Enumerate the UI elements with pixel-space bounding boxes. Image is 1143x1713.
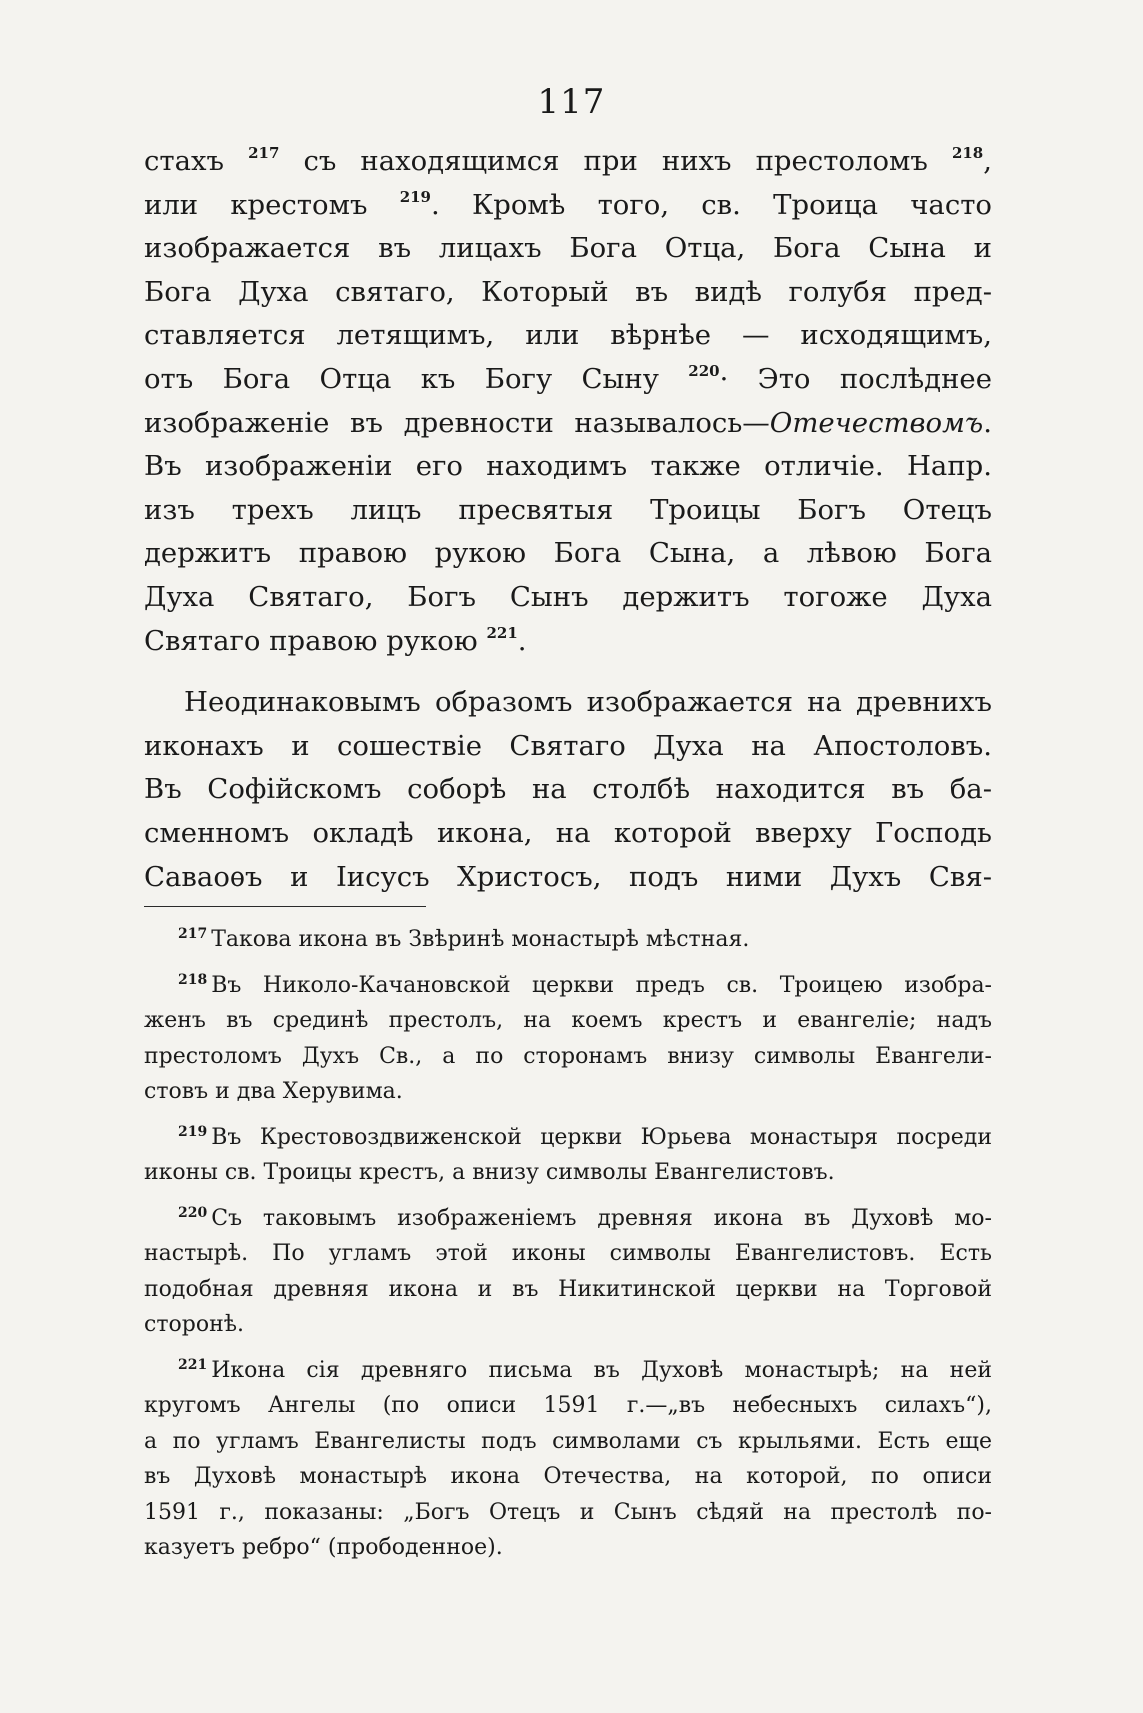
footnote-line: $^{221}$ Икона сія древняго письма въ Духовѣ монастырѣ; на ней [178,1356,992,1383]
text-line: иконахъ и сошествіе Святаго Духа на Апостоловъ. [144,729,992,762]
footnote-line: кругомъ Ангелы (по описи 1591 г.—„въ небесныхъ силахъ“), [144,1393,992,1418]
text-line: отъ Бога Отца къ Богу Сыну $^{220}$· Это послѣднее [144,361,992,395]
footnote-line: стовъ и два Херувима. [144,1079,403,1104]
footnote-line: казуетъ ребро“ (прободенное). [144,1535,503,1560]
footnote-number: 218 [178,971,208,988]
text-line: стахъ $^{217}$ съ находящимся при нихъ престоломъ $^{218}$, [144,144,992,177]
text-line: Въ изображеніи его находимъ также отличіе. Напр. [144,450,992,483]
text-line: или крестомъ $^{219}$. Кромѣ того, св. Троица часто [144,187,992,221]
footnote-line: сторонѣ. [144,1312,244,1337]
footnote-ref[interactable]: 218 [951,144,984,162]
text-line: держитъ правою рукою Бога Сына, а лѣвою Бога [144,537,992,570]
footnote-number: 221 [178,1356,208,1373]
text-line: сменномъ окладѣ икона, на которой вверху Господь [144,816,992,849]
text-line: Неодинаковымъ образомъ изображается на древнихъ [184,686,992,719]
text-line: Бога Духа святаго, Который въ видѣ голубя пред- [144,275,992,308]
footnote-number: 220 [178,1204,208,1221]
footnote-line: въ Духовѣ монастырѣ икона Отечества, на которой, по описи [144,1464,992,1489]
text-line: ставляется летящимъ, или вѣрнѣе — исходящимъ, [144,319,992,352]
text-line: Въ Софійскомъ соборѣ на столбѣ находится въ ба- [144,773,992,806]
text-line: Духа Святаго, Богъ Сынъ держитъ тогоже Духа [144,580,992,613]
footnote-ref[interactable]: 219 [399,187,431,206]
footnote-ref[interactable]: 220 [688,361,720,380]
footnote-line: престоломъ Духъ Св., а по сторонамъ внизу символы Евангели- [144,1043,992,1069]
main-text [144,140,992,899]
footnote-line: а по угламъ Евангелисты подъ символами съ крыльями. Есть еще [144,1428,992,1454]
text-line: Святаго правою рукою $^{221}$. [144,623,527,657]
footnotes [144,922,992,1566]
text-line: Саваоѳъ и Іисусъ Христосъ, подъ ними Духъ Свя- [144,860,992,893]
footnote-ref[interactable]: 221 [486,623,518,642]
footnote-line: женъ въ срединѣ престолъ, на коемъ крестъ и евангеліе; надъ [144,1008,992,1033]
footnote-line: иконы св. Троицы крестъ, а внизу символы Евангелистовъ. [144,1160,835,1185]
footnote-line: $^{219}$ Въ Крестовоздвиженской церкви Юрьева монастыря посреди [178,1123,992,1150]
footnote-ref[interactable]: 217 [248,144,280,162]
page-number: 117 [537,82,606,122]
text-line: изъ трехъ лицъ пресвятыя Троицы Богъ Отецъ [144,493,992,526]
footnote-line: $^{217}$ Такова икона въ Звѣринѣ монастырѣ мѣстная. [178,926,750,952]
footnote-line: $^{220}$ Съ таковымъ изображеніемъ древняя икона въ Духовѣ мо- [178,1204,992,1231]
footnote-number: 219 [178,1123,208,1140]
text-line: изображается въ лицахъ Бога Отца, Бога Сына и [144,232,992,265]
footnote-divider [144,906,426,907]
footnote-line: настырѣ. По угламъ этой иконы символы Евангелистовъ. Есть [144,1241,992,1266]
footnote-line: подобная древняя икона и въ Никитинской церкви на Торговой [144,1276,992,1302]
footnote-line: $^{218}$ Въ Николо-Качановской церкви предъ св. Троицею изобра- [178,971,992,998]
footnote-line: 1591 г., показаны: „Богъ Отецъ и Сынъ сѣдяй на престолѣ по- [144,1499,992,1525]
footnote-number: 217 [178,926,208,942]
text-line: изображеніе въ древности называлось—Отечествомъ. [144,406,992,439]
italic-term: Отечествомъ [769,406,984,439]
